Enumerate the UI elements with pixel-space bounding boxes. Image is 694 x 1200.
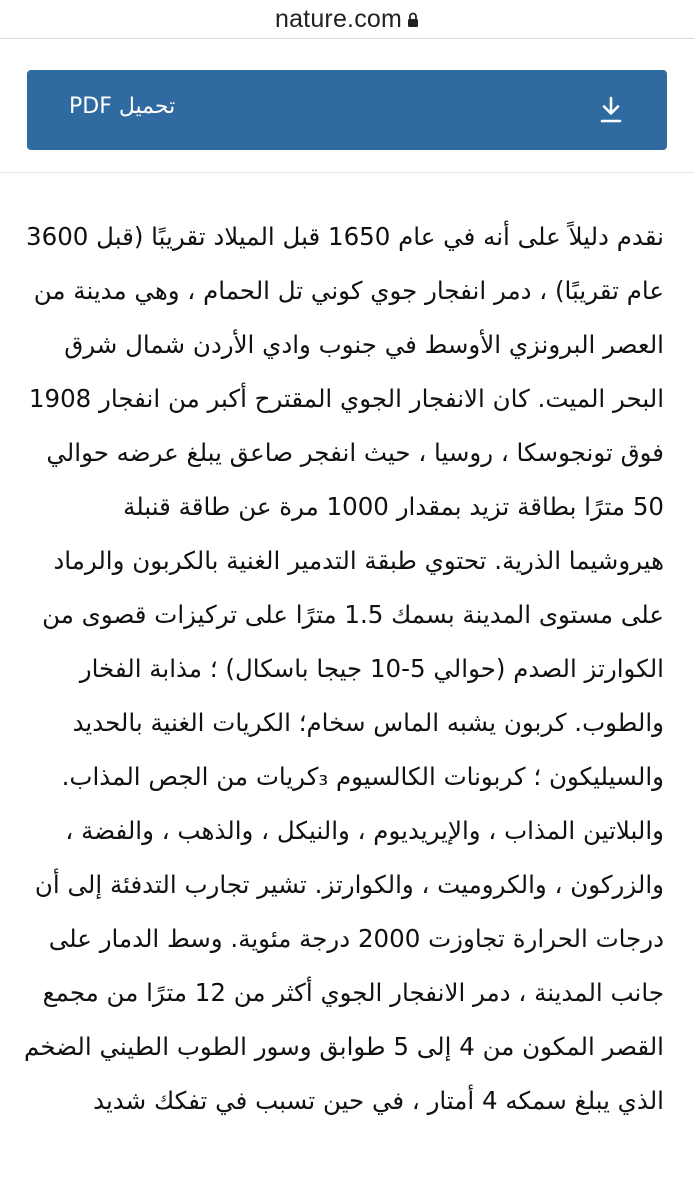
- header-divider: [0, 172, 694, 173]
- download-icon: [599, 96, 623, 124]
- download-pdf-label: تحميل PDF: [69, 94, 176, 119]
- abstract-paragraph: نقدم دليلاً على أنه في عام 1650 قبل الميلاد تقريبًا (قبل 3600 عام تقريبًا) ، دمر انفجار جوي كوني تل الحمام ، وهي مدينة من العصر البرونزي الأوسط في جنوب وادي الأردن شمال شرق البحر الميت. كان الانفجار الجوي المقترح أكبر من انفجار 1908 فوق تونجوسكا ، روسيا ، حيث انفجر صاعق يبلغ عرضه حوالي 50 مترًا بطاقة تزيد بمقدار 1000 مرة عن طاقة قنبلة هيروشيما الذرية. تحتوي طبقة التدمير الغنية بالكربون والرماد على مستوى المدينة بسمك 1.5 مترًا على تركيزات قصوى من الكوارتز الصدم (حوالي 5-10 جيجا باسكال) ؛ مذابة الفخار والطوب. كربون يشبه الماس سخام؛ الكريات الغنية بالحديد والسيليكون ؛ كربونات الكالسيوم ₃كريات من الجص المذاب. والبلاتين المذاب ، والإيريديوم ، والنيكل ، والذهب ، والفضة ، والزركون ، والكروميت ، والكوارتز. تشير تجارب التدفئة إلى أن درجات الحرارة تجاوزت 2000 درجة مئوية. وسط الدمار على جانب المدينة ، دمر الانفجار الجوي أكثر من 12 مترًا من مجمع القصر المكون من 4 إلى 5 طوابق وسور الطوب الطيني الضخم الذي يبلغ سمكه 4 أمتار ، في حين تسبب في تفكك شديد: [24, 222, 664, 1115]
- browser-address-bar[interactable]: [0, 0, 694, 39]
- lock-icon: [407, 12, 419, 28]
- url-text[interactable]: nature.com: [274, 4, 403, 33]
- download-pdf-button[interactable]: [27, 70, 667, 150]
- article-abstract: [22, 210, 664, 1128]
